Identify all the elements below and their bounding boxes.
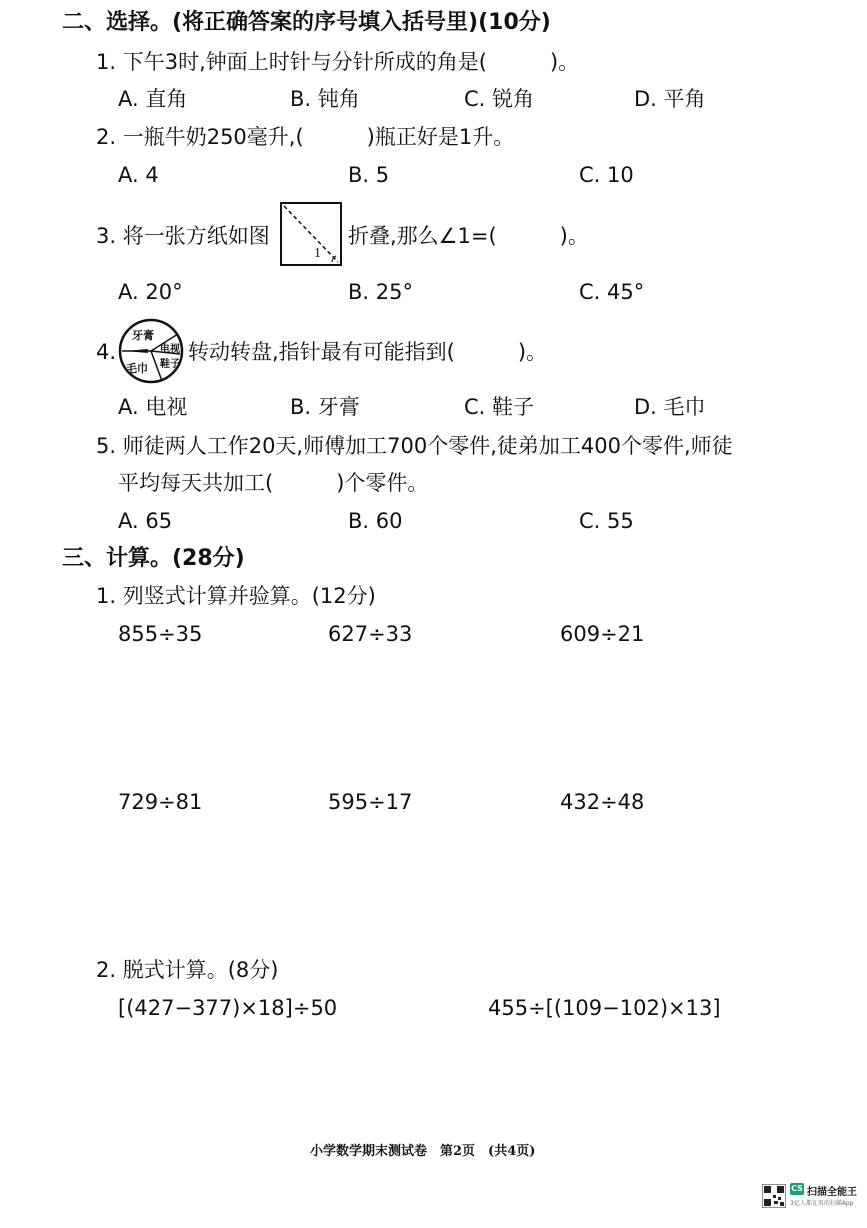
q4-option-b: B. 牙膏: [290, 395, 360, 419]
part-1-title: 1. 列竖式计算并验算。(12分): [96, 584, 376, 608]
division-problem: 729÷81: [118, 790, 203, 814]
q3-option-b: B. 25°: [348, 280, 413, 304]
division-problem: 609÷21: [560, 622, 645, 646]
section-2-title: 二、选择。(将正确答案的序号填入括号里)(10分): [62, 10, 551, 35]
part-2-title: 2. 脱式计算。(8分): [96, 958, 279, 982]
q5-option-b: B. 60: [348, 509, 403, 533]
page-footer: 小学数学期末测试卷 第2页 (共4页): [310, 1144, 536, 1159]
question-5-line-2: 平均每天共加工( )个零件。: [118, 471, 429, 495]
question-4-number: 4.: [96, 340, 117, 364]
q1-option-b: B. 钝角: [290, 87, 360, 111]
q2-option-a: A. 4: [118, 163, 159, 187]
spinner-label-tv: 电视: [160, 344, 180, 355]
division-problem: 595÷17: [328, 790, 413, 814]
folded-square-figure: [280, 202, 342, 266]
mixed-calculation: [(427−377)×18]÷50: [118, 996, 338, 1020]
scanner-watermark: [760, 1180, 860, 1214]
q2-option-b: B. 5: [348, 163, 390, 187]
angle-1-label: 1: [314, 246, 321, 261]
division-problem: 627÷33: [328, 622, 413, 646]
division-problem: 855÷35: [118, 622, 203, 646]
scanner-logo-icon: CS: [791, 1184, 803, 1193]
spinner-label-towel: 毛巾: [126, 362, 148, 375]
q4-option-d: D. 毛巾: [634, 395, 706, 419]
q1-option-c: C. 锐角: [464, 87, 535, 111]
question-4-text: 转动转盘,指针最有可能指到( )。: [188, 340, 548, 364]
q1-option-d: D. 平角: [634, 87, 706, 111]
section-3-title: 三、计算。(28分): [62, 546, 245, 571]
q5-option-a: A. 65: [118, 509, 173, 533]
spinner-label-shoes: 鞋子: [160, 359, 180, 370]
spinner-label-toothpaste: 牙膏: [132, 329, 154, 342]
q1-option-a: A. 直角: [118, 87, 188, 111]
q3-option-c: C. 45°: [579, 280, 645, 304]
q2-option-c: C. 10: [579, 163, 634, 187]
question-1-text: 1. 下午3时,钟面上时针与分针所成的角是( )。: [96, 50, 580, 74]
spinner-figure: [118, 318, 184, 384]
q3-option-a: A. 20°: [118, 280, 183, 304]
division-problem: 432÷48: [560, 790, 645, 814]
q4-option-a: A. 电视: [118, 395, 188, 419]
question-3-text-after: 折叠,那么∠1=( )。: [348, 224, 589, 248]
q5-option-c: C. 55: [579, 509, 634, 533]
q4-option-c: C. 鞋子: [464, 395, 535, 419]
scanner-app-tagline: 3亿人都在用的扫描App: [790, 1200, 854, 1207]
scanner-app-name: 扫描全能王: [807, 1187, 857, 1198]
mixed-calculation: 455÷[(109−102)×13]: [488, 996, 721, 1020]
qr-code-icon: [762, 1184, 786, 1208]
question-3-text-before: 3. 将一张方纸如图: [96, 224, 270, 248]
question-2-text: 2. 一瓶牛奶250毫升,( )瓶正好是1升。: [96, 125, 515, 149]
question-5-line-1: 5. 师徒两人工作20天,师傅加工700个零件,徒弟加工400个零件,师徒: [96, 434, 733, 458]
